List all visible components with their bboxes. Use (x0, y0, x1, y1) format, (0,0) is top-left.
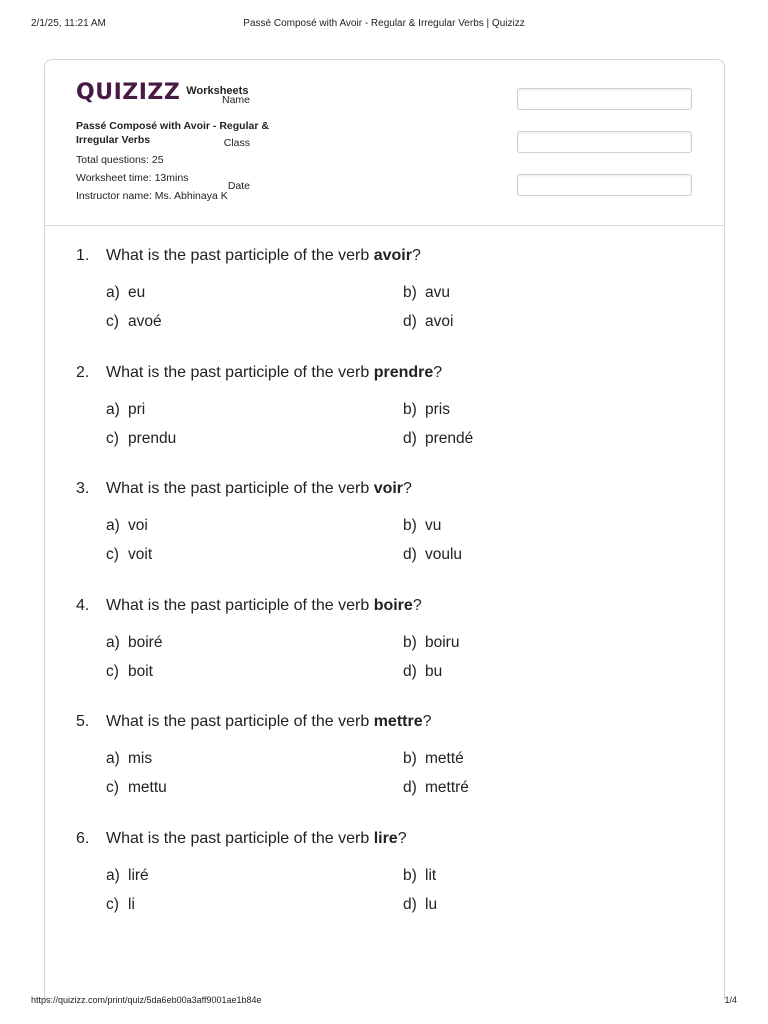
option-a[interactable] (106, 749, 152, 769)
name-field[interactable] (517, 88, 692, 110)
option-a[interactable] (106, 866, 149, 886)
instructor-name: Instructor name: Ms. Abhinaya K (76, 190, 228, 202)
option-text: avoi (425, 313, 454, 330)
date-field[interactable] (517, 174, 692, 196)
option-text: voit (128, 546, 153, 563)
option-text: metté (425, 750, 464, 767)
question-number: 5. (76, 713, 90, 730)
option-letter: d) (403, 546, 417, 563)
option-c[interactable] (106, 545, 152, 565)
option-text: li (128, 895, 135, 913)
option-letter: b) (403, 400, 417, 418)
option-letter: c) (106, 546, 119, 563)
option-text: lu (425, 895, 438, 913)
option-letter: d) (403, 313, 417, 330)
option-letter: c) (106, 779, 119, 796)
option-b[interactable] (403, 516, 441, 536)
worksheet-time: Worksheet time: 13mins (76, 172, 189, 184)
option-text: boiru (425, 633, 460, 651)
option-text: pri (128, 400, 146, 418)
option-text: avoé (128, 313, 162, 330)
option-d[interactable] (403, 545, 462, 565)
question-mark: ? (433, 363, 443, 381)
option-letter: a) (106, 517, 120, 534)
option-letter: c) (106, 895, 119, 913)
option-letter: a) (106, 866, 120, 884)
option-text: voi (128, 517, 148, 534)
question-mark: ? (397, 829, 407, 847)
question-stem (76, 246, 421, 266)
option-letter: b) (403, 517, 417, 534)
question-2 (76, 357, 696, 474)
question-stem (76, 712, 432, 732)
question-mark: ? (411, 247, 421, 264)
question-number: 3. (76, 480, 90, 497)
option-letter: b) (403, 284, 417, 301)
print-datetime: 2/1/25, 11:21 AM (31, 18, 106, 29)
question-verb: avoir (373, 247, 412, 264)
print-url: https://quizizz.com/print/quiz/5da6eb00a3aff9001ae1b84e (31, 995, 262, 1005)
option-text: liré (128, 866, 149, 884)
option-text: mettré (425, 779, 469, 796)
option-text: boiré (128, 633, 163, 651)
option-d[interactable] (403, 312, 453, 332)
question-3 (76, 473, 696, 590)
option-c[interactable] (106, 895, 135, 915)
logo-wordmark: QUIZIZZ (76, 80, 181, 105)
option-text: boit (128, 662, 153, 680)
class-field[interactable] (517, 131, 692, 153)
option-letter: b) (403, 750, 417, 767)
option-letter: d) (403, 662, 417, 680)
option-letter: b) (403, 633, 417, 651)
option-letter: d) (403, 429, 417, 447)
option-d[interactable] (403, 429, 473, 449)
option-text: voulu (425, 546, 463, 563)
logo-suffix: Worksheets (186, 85, 249, 97)
question-verb: voir (373, 480, 404, 497)
option-text: mis (128, 750, 153, 767)
option-a[interactable] (106, 283, 145, 303)
option-d[interactable] (403, 662, 442, 682)
worksheet-meta (76, 119, 296, 205)
option-text: mettu (128, 779, 167, 796)
question-4 (76, 590, 696, 707)
option-letter: c) (106, 662, 119, 680)
question-stem (76, 363, 442, 383)
page-counter: 1/4 (724, 995, 737, 1005)
option-b[interactable] (403, 633, 459, 653)
option-d[interactable] (403, 778, 469, 798)
question-6 (76, 823, 696, 940)
option-text: pris (425, 400, 450, 418)
question-text: What is the past participle of the verb (106, 247, 374, 264)
option-text: avu (425, 284, 450, 301)
question-stem (76, 479, 412, 499)
question-text: What is the past participle of the verb (106, 480, 374, 497)
question-number: 4. (76, 596, 90, 614)
question-stem (76, 829, 407, 849)
option-a[interactable] (106, 633, 162, 653)
option-text: bu (425, 662, 443, 680)
option-c[interactable] (106, 662, 153, 682)
option-letter: c) (106, 429, 119, 447)
option-text: prendu (128, 429, 177, 447)
question-text: What is the past participle of the verb (106, 713, 374, 730)
date-label: Date (227, 180, 250, 192)
question-verb: lire (373, 829, 398, 847)
question-number: 1. (76, 247, 90, 264)
option-text: lit (425, 866, 437, 884)
option-c[interactable] (106, 778, 167, 798)
question-1 (76, 240, 696, 357)
question-mark: ? (403, 480, 412, 497)
question-text: What is the past participle of the verb (106, 829, 374, 847)
question-text: What is the past participle of the verb (106, 363, 374, 381)
question-mark: ? (422, 713, 432, 730)
option-b[interactable] (403, 749, 464, 769)
question-number: 2. (76, 363, 90, 381)
option-letter: b) (403, 866, 417, 884)
question-number: 6. (76, 829, 90, 847)
option-a[interactable] (106, 516, 148, 536)
option-c[interactable] (106, 312, 162, 332)
option-b[interactable] (403, 283, 450, 303)
option-letter: a) (106, 633, 120, 651)
class-label: Class (223, 137, 250, 149)
question-verb: boire (373, 596, 413, 614)
option-letter: a) (106, 750, 120, 767)
print-footer (0, 995, 768, 1009)
worksheet-title: Passé Composé with Avoir - Regular & Irregular Verbs (76, 120, 269, 146)
question-list (76, 240, 696, 939)
option-b[interactable] (403, 866, 436, 886)
option-text: prendé (425, 429, 474, 447)
question-text: What is the past participle of the verb (106, 596, 374, 614)
name-label: Name (221, 94, 250, 106)
question-stem (76, 596, 422, 616)
question-5 (76, 706, 696, 823)
option-letter: d) (403, 895, 417, 913)
question-mark: ? (412, 596, 422, 614)
worksheet (44, 59, 725, 1000)
worksheet-header (45, 60, 724, 226)
option-b[interactable] (403, 400, 450, 420)
option-text: vu (425, 517, 442, 534)
option-letter: a) (106, 284, 120, 301)
option-c[interactable] (106, 429, 176, 449)
option-letter: d) (403, 779, 417, 796)
option-d[interactable] (403, 895, 437, 915)
option-letter: a) (106, 400, 120, 418)
print-page-title: Passé Composé with Avoir - Regular & Irregular Verbs | Quizizz (243, 18, 525, 29)
question-verb: prendre (373, 363, 434, 381)
option-a[interactable] (106, 400, 145, 420)
option-letter: c) (106, 313, 119, 330)
total-questions: Total questions: 25 (76, 154, 164, 166)
question-verb: mettre (373, 713, 423, 730)
print-header (0, 18, 768, 32)
option-text: eu (128, 284, 146, 301)
